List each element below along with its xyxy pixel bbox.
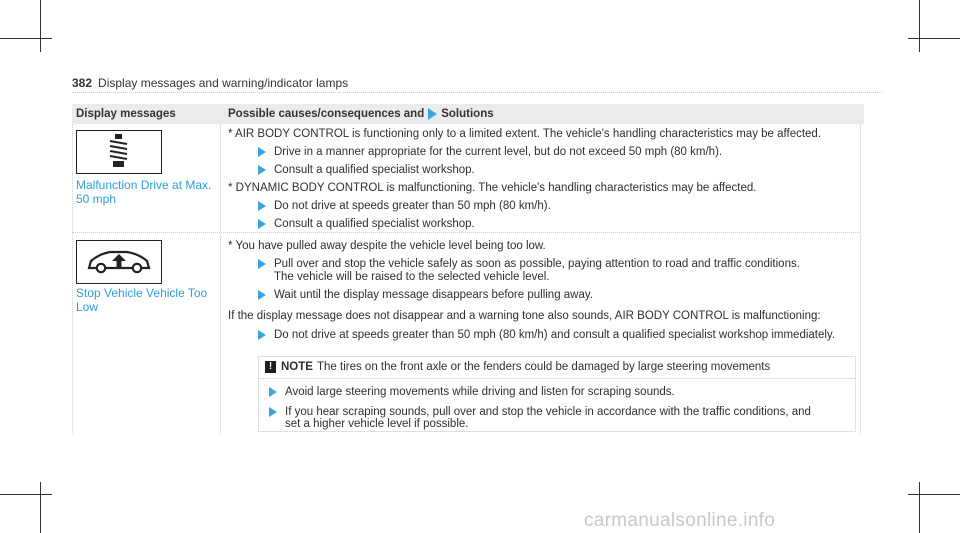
bullet-arrow-icon	[269, 407, 277, 417]
note-label: NOTE	[281, 361, 313, 373]
column-header-display-messages: Display messages	[76, 108, 176, 120]
solution-text: Do not drive at speeds greater than 50 mph (80 km/h).	[274, 200, 551, 212]
crop-mark	[0, 38, 52, 39]
crop-mark	[40, 0, 41, 52]
display-message-vehicle-too-low: Stop Vehicle Vehicle Too Low	[76, 286, 208, 314]
solution-text: Drive in a manner appropriate for the current level, but do not exceed 50 mph (80 km/h).	[274, 146, 723, 158]
note-header	[259, 357, 855, 379]
column-divider	[860, 124, 861, 434]
bullet-arrow-icon	[258, 290, 266, 300]
header-divider	[72, 92, 882, 93]
note-item: If you hear scraping sounds, pull over and stop the vehicle in accordance with the traffic conditions, and	[285, 406, 811, 418]
section-title: Display messages and warning/indicator lamps	[98, 76, 349, 90]
page-number: 382	[72, 76, 93, 90]
bullet-arrow-icon	[258, 147, 266, 157]
exclamation-icon: !	[265, 361, 276, 373]
table-header	[72, 104, 864, 124]
note-text: The tires on the front axle or the fenders could be damaged by large steering movements	[317, 361, 771, 373]
vehicle-raise-icon	[76, 240, 162, 284]
bullet-arrow-icon	[258, 165, 266, 175]
note-item-continued: set a higher vehicle level if possible.	[285, 418, 469, 430]
suspension-spring-icon	[76, 130, 162, 174]
running-header	[72, 76, 348, 90]
bullet-arrow-icon	[258, 219, 266, 229]
cause-text: * DYNAMIC BODY CONTROL is malfunctioning. The vehicle's handling characteristics may be affected.	[228, 182, 757, 194]
crop-mark	[919, 0, 920, 52]
display-message-malfunction: Malfunction Drive at Max. 50 mph	[76, 178, 212, 206]
column-divider	[72, 124, 73, 434]
crop-mark	[40, 482, 41, 533]
row-divider	[72, 232, 860, 233]
solution-text: Do not drive at speeds greater than 50 mph (80 km/h) and consult a qualified specialist workshop immediately.	[274, 329, 836, 341]
bullet-arrow-icon	[269, 387, 277, 397]
solution-text: Pull over and stop the vehicle safely as soon as possible, paying attention to road and traffic conditions.	[274, 258, 800, 270]
solution-text: Consult a qualified specialist workshop.	[274, 218, 475, 230]
crop-mark	[0, 494, 52, 495]
column-header-causes: Possible causes/consequences and Solutions	[228, 108, 494, 120]
solution-text: Wait until the display message disappears before pulling away.	[274, 289, 593, 301]
bullet-arrow-icon	[258, 330, 266, 340]
solution-text-continued: The vehicle will be raised to the selected vehicle level.	[274, 271, 550, 283]
note-item: Avoid large steering movements while driving and listen for scraping sounds.	[285, 386, 675, 398]
messages-table	[72, 104, 864, 434]
condition-text: If the display message does not disappear and a warning tone also sounds, AIR BODY CONTROL is malfunctioning:	[228, 310, 821, 322]
crop-mark	[908, 38, 960, 39]
crop-mark	[919, 482, 920, 533]
bullet-arrow-icon	[258, 259, 266, 269]
column-divider	[220, 124, 221, 434]
cause-text: * AIR BODY CONTROL is functioning only to a limited extent. The vehicle's handling characteristics may be affected.	[228, 128, 822, 140]
solution-text: Consult a qualified specialist workshop.	[274, 164, 475, 176]
note-box	[258, 356, 856, 432]
cause-text: * You have pulled away despite the vehicle level being too low.	[228, 240, 546, 252]
watermark: carmanualsonline.info	[584, 510, 776, 531]
blue-triangle-arrow-icon	[428, 108, 437, 120]
crop-mark	[908, 494, 960, 495]
bullet-arrow-icon	[258, 201, 266, 211]
